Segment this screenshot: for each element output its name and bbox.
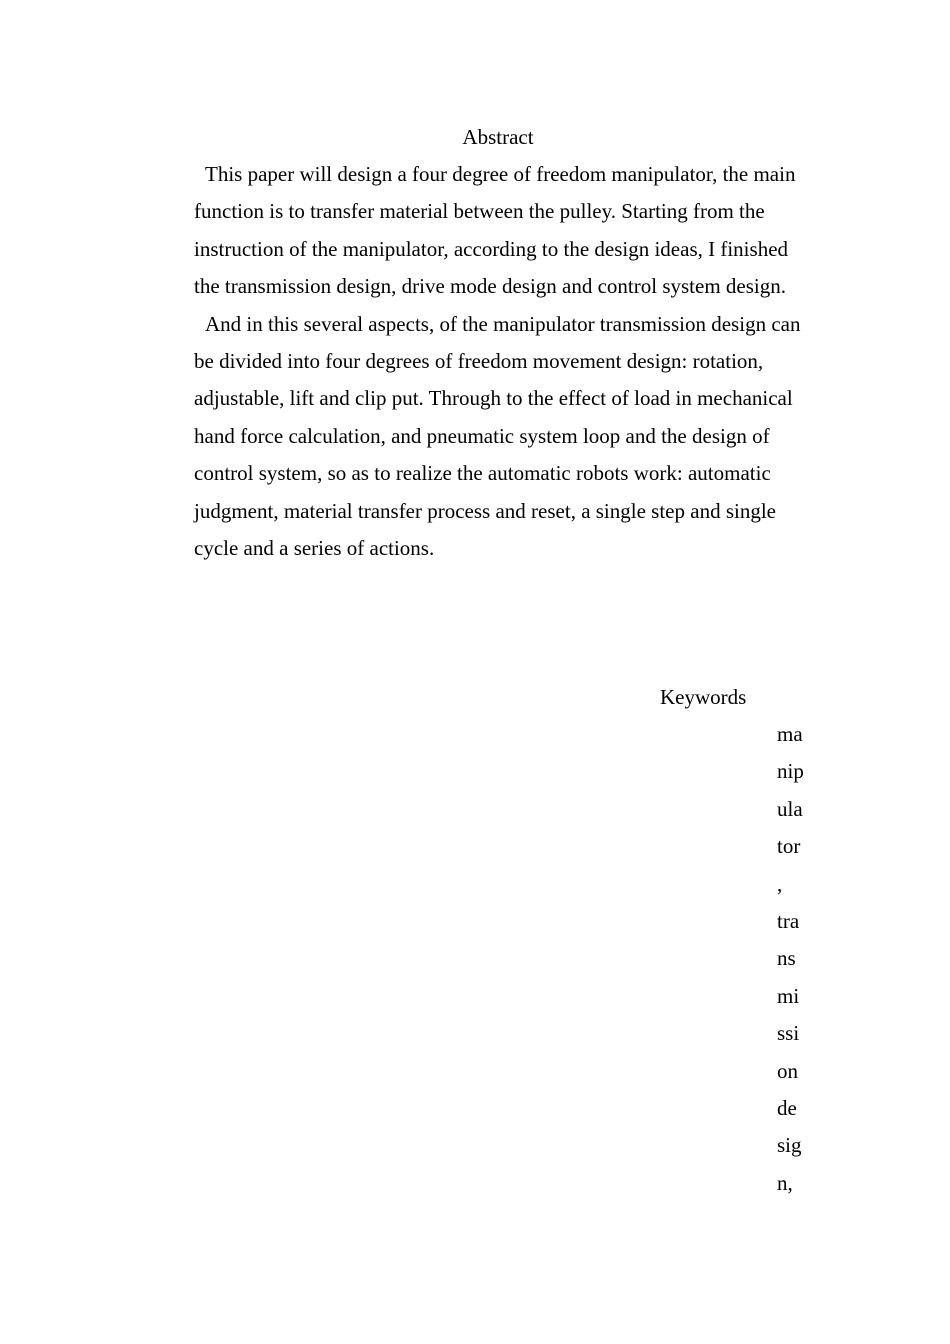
keywords-list bbox=[777, 716, 811, 1202]
keyword-fragment: , bbox=[777, 871, 783, 896]
keyword-fragment: ula bbox=[777, 796, 803, 821]
keyword-fragment: de bbox=[777, 1095, 797, 1120]
keyword-fragment: mi bbox=[777, 983, 800, 1008]
abstract-heading: Abstract bbox=[462, 125, 534, 149]
keyword-fragment: ns bbox=[777, 946, 796, 971]
abstract-body bbox=[194, 156, 812, 567]
keyword-fragment: tra bbox=[777, 908, 800, 933]
keyword-fragment: sig bbox=[777, 1133, 802, 1158]
keyword-fragment: nip bbox=[777, 759, 804, 784]
keyword-fragment: ssi bbox=[777, 1021, 800, 1046]
keyword-fragment: on bbox=[777, 1058, 798, 1083]
keyword-fragment: ma bbox=[777, 722, 803, 746]
keywords-label: Keywords bbox=[660, 685, 747, 709]
abstract-paragraph-1: This paper will design a four degree of freedom manipulator, the main function is to transfer material between the pulley. Starting from the instruction of the manipulator, according to the design ideas, I finished the transmission design, drive mode design and control system design. bbox=[194, 162, 796, 299]
keyword-fragment: n, bbox=[777, 1170, 793, 1195]
keyword-fragment: tor bbox=[777, 834, 801, 859]
abstract-paragraph-2: And in this several aspects, of the manipulator transmission design can be divided into four degrees of freedom movement design: rotation, adjustable, lift and clip put. Through to the effect of load in mechanical hand force calculation, and pneumatic system loop and the design of control system, so as to realize the automatic robots work: automatic judgment, material transfer process and reset, a single step and single cycle and a series of actions. bbox=[194, 311, 801, 561]
